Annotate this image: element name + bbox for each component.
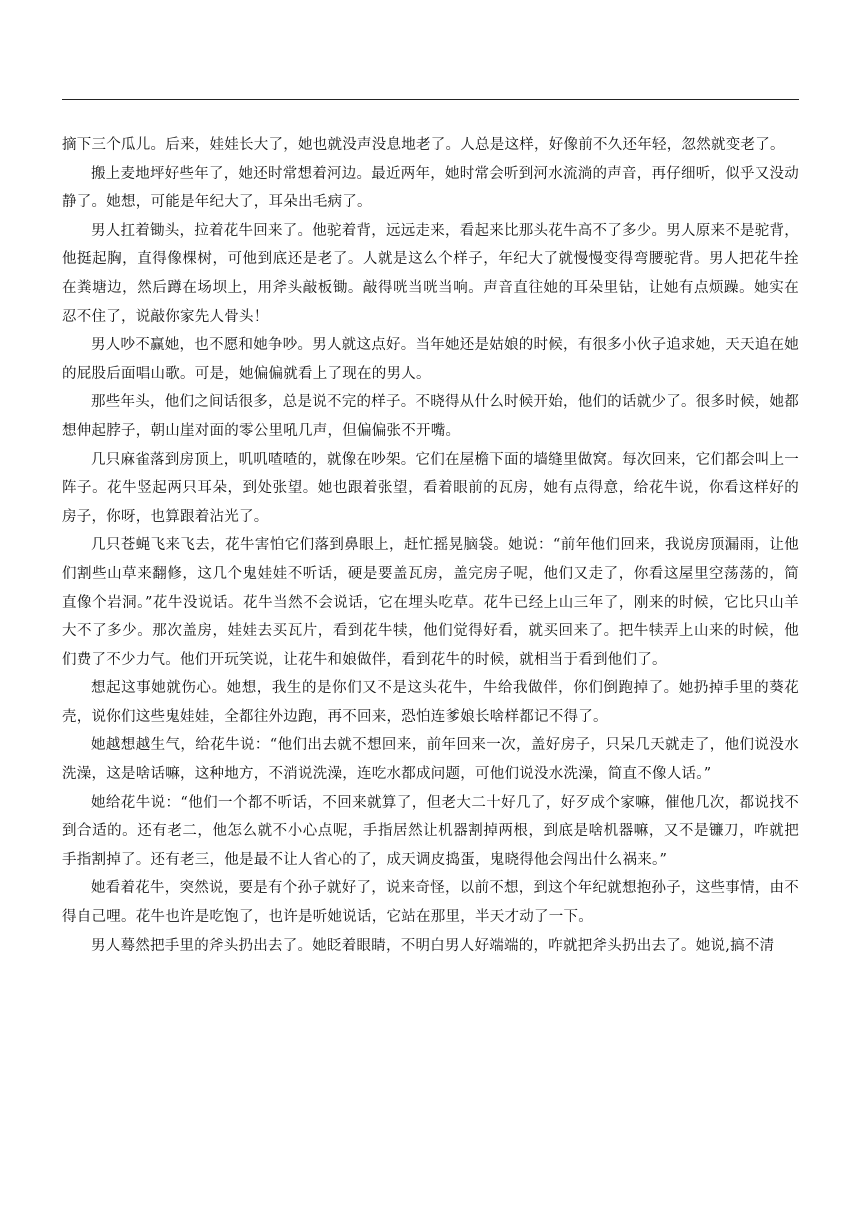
- paragraph: 想起这事她就伤心。她想，我生的是你们又不是这头花牛，牛给我做伴，你们倒跑掉了。她扔掉手里的葵花壳，说你们这些鬼娃娃，全都往外边跑，再不回来，恐怕连爹娘长啥样都记不得了。: [62, 680, 799, 725]
- paragraph: 几只苍蝇飞来飞去，花牛害怕它们落到鼻眼上，赶忙摇晃脑袋。她说：“前年他们回来，我说房顶漏雨，让他们割些山草来翻修，这几个鬼娃娃不听话，硬是要盖瓦房，盖完房子呢，他们又走了，你看这屋里空荡荡的，简直像个岩洞。”花牛没说话。花牛当然不会说话，它在埋头吃草。花牛已经上山三年了，刚来的时候，它比只山羊大不了多少。那次盖房，娃娃去买瓦片，看到花牛犊，他们觉得好看，就买回来了。把牛犊弄上山来的时候，他们费了不少力气。他们开玩笑说，让花牛和娘做伴，看到花牛的时候，就相当于看到他们了。: [62, 537, 799, 668]
- paragraph: 她越想越生气，给花牛说：“他们出去就不想回来，前年回来一次，盖好房子，只呆几天就走了，他们说没水洗澡，这是啥话嘛，这种地方，不消说洗澡，连吃水都成问题，可他们说没水洗澡，简直不像人话。”: [62, 737, 799, 783]
- paragraph: 搬上麦地坪好些年了，她还时常想着河边。最近两年，她时常会听到河水流淌的声音，再仔细听，似乎又没动静了。她想，可能是年纪大了，耳朵出毛病了。: [62, 165, 799, 211]
- paragraph: 摘下三个瓜儿。后来，娃娃长大了，她也就没声没息地老了。人总是这样，好像前不久还年轻，忽然就变老了。: [62, 137, 785, 153]
- paragraph: 那些年头，他们之间话很多，总是说不完的样子。不晓得从什么时候开始，他们的话就少了。很多时候，她都想伸起脖子，朝山崖对面的零公里吼几声，但偏偏张不开嘴。: [62, 394, 799, 439]
- paragraph: 她看着花牛，突然说，要是有个孙子就好了，说来奇怪，以前不想，到这个年纪就想抱孙子，这些事情，由不得自己哩。花牛也许是吃饱了，也许是听她说话，它站在那里，半天才动了一下。: [62, 880, 799, 926]
- paragraph: 几只麻雀落到房顶上，叽叽喳喳的，就像在吵架。它们在屋檐下面的墙缝里做窝。每次回来，它们都会叫上一阵子。花牛竖起两只耳朵，到处张望。她也跟着张望，看着眼前的瓦房，她有点得意，给花牛说，你看这样好的房子，你呀，也算跟着沾光了。: [62, 451, 799, 525]
- header-rule: [62, 99, 799, 100]
- paragraph: 男人吵不赢她，也不愿和她争吵。男人就这点好。当年她还是姑娘的时候，有很多小伙子追求她，天天追在她的屁股后面唱山歌。可是，她偏偏就看上了现在的男人。: [62, 337, 799, 382]
- paragraph: 男人蓦然把手里的斧头扔出去了。她眨着眼睛，不明白男人好端端的，咋就把斧头扔出去了。她说,搞不清: [91, 937, 775, 954]
- body-text: [62, 131, 799, 960]
- paragraph: 她给花牛说：“他们一个都不听话，不回来就算了，但老大二十好几了，好歹成个家嘛，催他几次，都说找不到合适的。还有老二，他怎么就不小心点呢，手指居然让机器割掉两根，到底是啥机器嘛，又不是镰刀，咋就把手指割掉了。还有老三，他是最不让人省心的了，成天调皮捣蛋，鬼晓得他会闯出什么祸来。”: [62, 794, 799, 868]
- paragraph: 男人扛着锄头，拉着花牛回来了。他驼着背，远远走来，看起来比那头花牛高不了多少。男人原来不是驼背，他挺起胸，直得像棵树，可他到底还是老了。人就是这么个样子，年纪大了就慢慢变得弯腰驼背。男人把花牛拴在粪塘边，然后蹲在场坝上，用斧头敲板锄。敲得咣当咣当响。声音直往她的耳朵里钻，让她有点烦躁。她实在忍不住了，说敲你家先人骨头！: [62, 222, 799, 325]
